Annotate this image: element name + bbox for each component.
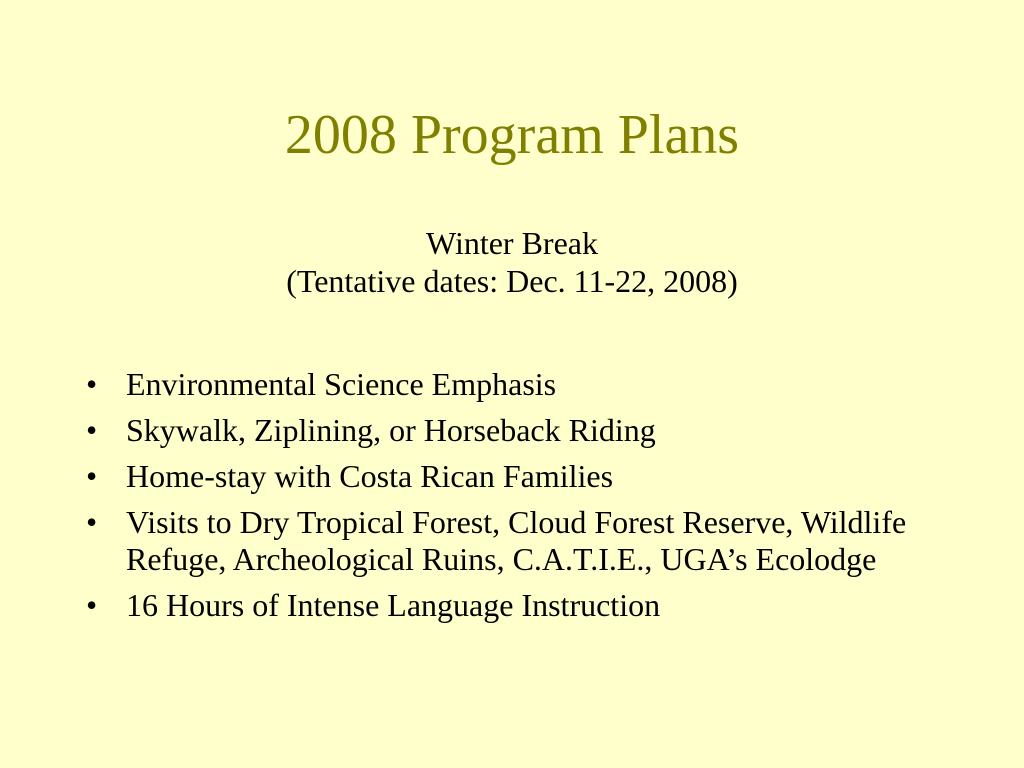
bullet-list: [86, 366, 946, 633]
bullet-text: 16 Hours of Intense Language Instruction: [126, 587, 661, 623]
list-item: [86, 412, 946, 449]
list-item: [86, 366, 946, 403]
bullet-text: Visits to Dry Tropical Forest, Cloud Forest Reserve, Wildlife Refuge, Archeological Ruins, C.A.T.I.E., UGA’s Ecolodge: [126, 504, 907, 577]
subtitle-line-1: Winter Break: [426, 225, 598, 261]
bullet-icon: •: [86, 504, 98, 540]
slide-title: 2008 Program Plans: [284, 104, 740, 166]
slide-subtitle: [0, 224, 1024, 300]
bullet-text: Home-stay with Costa Rican Families: [126, 458, 614, 494]
bullet-icon: •: [86, 458, 98, 494]
list-item: [86, 587, 946, 624]
bullet-icon: •: [86, 587, 98, 623]
subtitle-line-2: (Tentative dates: Dec. 11-22, 2008): [286, 263, 738, 299]
list-item: [86, 504, 946, 578]
bullet-text: Skywalk, Ziplining, or Horseback Riding: [126, 412, 656, 448]
bullet-text: Environmental Science Emphasis: [126, 366, 557, 402]
bullet-icon: •: [86, 366, 98, 402]
list-item: [86, 458, 946, 495]
bullet-icon: •: [86, 412, 98, 448]
